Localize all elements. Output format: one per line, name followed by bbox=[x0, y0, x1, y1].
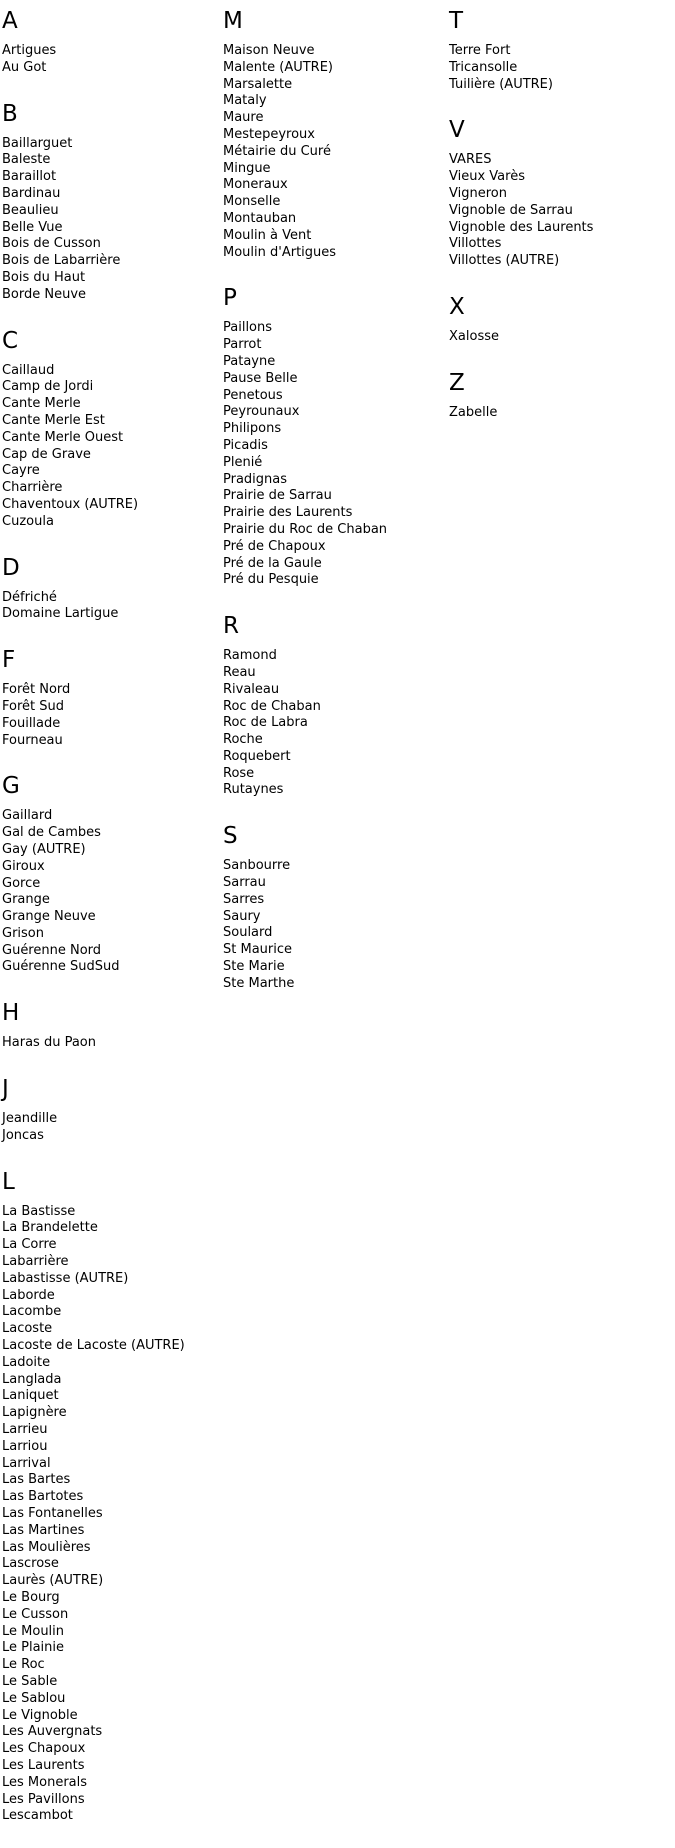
place-name: Reau bbox=[223, 664, 256, 680]
place-name: Baraillot bbox=[2, 169, 57, 185]
place-name: Lapignère bbox=[2, 1405, 67, 1421]
place-name: Le Cusson bbox=[2, 1606, 69, 1622]
letter-heading: S bbox=[223, 823, 238, 850]
place-name: Larriou bbox=[2, 1438, 48, 1454]
place-name: Las Martines bbox=[2, 1522, 85, 1538]
letter-heading: B bbox=[2, 100, 18, 127]
place-name: Terre Fort bbox=[449, 43, 511, 58]
place-name: Moneraux bbox=[223, 177, 288, 193]
place-name: Larrieu bbox=[2, 1422, 48, 1438]
place-name: Lacoste de Lacoste (AUTRE) bbox=[2, 1338, 185, 1354]
letter-section-F bbox=[2, 646, 223, 749]
place-name: Sarrau bbox=[223, 875, 266, 891]
place-name: Tricansolle bbox=[449, 59, 518, 75]
letter-section-P bbox=[223, 284, 449, 589]
place-name: Les Monerals bbox=[2, 1774, 88, 1790]
place-name: Gorce bbox=[2, 875, 41, 891]
place-name: Chaventoux (AUTRE) bbox=[2, 496, 139, 512]
place-list bbox=[2, 682, 223, 749]
place-name: Vignoble des Laurents bbox=[449, 219, 594, 235]
place-name: Les Pavillons bbox=[2, 1791, 85, 1807]
place-name: Le Bourg bbox=[2, 1590, 60, 1605]
place-name: Villottes bbox=[449, 236, 502, 252]
place-name: Le Moulin bbox=[2, 1623, 65, 1639]
place-name: Forêt Sud bbox=[2, 698, 64, 714]
place-name: Roche bbox=[223, 732, 263, 748]
place-name: Ste Marie bbox=[223, 959, 285, 975]
place-name: Plenié bbox=[223, 454, 263, 470]
index-column-1 bbox=[2, 7, 223, 1848]
place-name: Guérenne Nord bbox=[2, 942, 102, 958]
letter-heading: P bbox=[223, 285, 237, 312]
letter-heading: M bbox=[223, 8, 243, 34]
letter-heading: D bbox=[2, 554, 20, 581]
letter-section-G bbox=[2, 772, 223, 976]
place-name: Maison Neuve bbox=[223, 43, 315, 58]
letter-section-S bbox=[223, 822, 449, 992]
letter-heading: H bbox=[2, 1000, 20, 1027]
letter-heading: C bbox=[2, 327, 19, 354]
letter-heading: J bbox=[2, 1076, 9, 1103]
place-name: Prairie du Roc de Chaban bbox=[223, 521, 388, 537]
place-name: La Brandelette bbox=[2, 1220, 98, 1236]
place-name: Mingue bbox=[223, 160, 271, 176]
letter-section-D bbox=[2, 554, 223, 624]
place-name: Laurès (AUTRE) bbox=[2, 1573, 104, 1589]
place-name: Guérenne SudSud bbox=[2, 959, 120, 975]
place-name: St Maurice bbox=[223, 942, 293, 958]
place-name: Pause Belle bbox=[223, 370, 298, 386]
place-name: Les Auvergnats bbox=[2, 1724, 103, 1740]
letter-section-X bbox=[449, 293, 675, 346]
place-name: Lacombe bbox=[2, 1304, 62, 1320]
place-name: Roquebert bbox=[223, 748, 291, 764]
place-name: Fourneau bbox=[2, 732, 63, 748]
place-name: Prairie des Laurents bbox=[223, 505, 353, 521]
place-name: Laborde bbox=[2, 1287, 55, 1303]
place-name: Labastisse (AUTRE) bbox=[2, 1270, 129, 1286]
place-list bbox=[223, 858, 449, 992]
place-name: Vigneron bbox=[449, 185, 507, 201]
index-column-2 bbox=[223, 7, 449, 1016]
place-list bbox=[2, 363, 223, 531]
place-name: Soulard bbox=[223, 925, 273, 941]
place-name: Giroux bbox=[2, 858, 45, 874]
place-name: Ramond bbox=[223, 648, 277, 664]
place-name: Parrot bbox=[223, 337, 262, 353]
place-name: Grange Neuve bbox=[2, 909, 96, 925]
place-list bbox=[223, 43, 449, 261]
place-name: Ste Marthe bbox=[223, 975, 295, 991]
place-name: Le Sable bbox=[2, 1673, 58, 1689]
place-name: Las Moulières bbox=[2, 1539, 91, 1555]
place-list bbox=[2, 808, 223, 976]
place-name: Pré du Pesquie bbox=[223, 572, 319, 588]
place-name: Peyrounaux bbox=[223, 404, 300, 420]
place-name: Penetous bbox=[223, 387, 283, 403]
place-name: Patayne bbox=[223, 353, 276, 369]
letter-heading: G bbox=[2, 773, 20, 800]
place-name: Charrière bbox=[2, 480, 63, 496]
letter-section-T bbox=[449, 7, 675, 93]
place-name: Moulin à Vent bbox=[223, 227, 312, 243]
place-name: Villottes (AUTRE) bbox=[449, 253, 560, 269]
place-name: Pré de la Gaule bbox=[223, 555, 322, 571]
place-name: Xalosse bbox=[449, 328, 499, 344]
place-list bbox=[449, 405, 675, 422]
place-name: Montauban bbox=[223, 210, 297, 226]
place-name: Sarres bbox=[223, 891, 265, 907]
place-name: Las Bartotes bbox=[2, 1489, 84, 1505]
place-name: Zabelle bbox=[449, 404, 498, 420]
place-name: Forêt Nord bbox=[2, 682, 71, 698]
place-name: Ladoite bbox=[2, 1354, 51, 1370]
place-name: Sanbourre bbox=[223, 858, 291, 874]
place-name: Langlada bbox=[2, 1371, 62, 1387]
place-name: Paillons bbox=[223, 320, 273, 336]
place-name: Grison bbox=[2, 925, 44, 941]
place-name: Labarrière bbox=[2, 1254, 69, 1270]
place-name: Artigues bbox=[2, 43, 57, 58]
place-list bbox=[449, 329, 675, 346]
place-name: Bois du Haut bbox=[2, 269, 86, 285]
letter-heading: V bbox=[449, 117, 465, 144]
place-name: Gay (AUTRE) bbox=[2, 841, 86, 857]
place-name: Moulin d'Artigues bbox=[223, 244, 337, 260]
place-name: Le Sablou bbox=[2, 1690, 66, 1706]
place-list bbox=[2, 136, 223, 304]
place-name: Le Roc bbox=[2, 1657, 45, 1673]
place-name: Vignoble de Sarrau bbox=[449, 202, 573, 218]
place-name: Saury bbox=[223, 908, 261, 924]
place-name: Roc de Chaban bbox=[223, 698, 321, 714]
place-name: Fouillade bbox=[2, 715, 61, 731]
place-name: Cante Merle bbox=[2, 396, 81, 412]
place-name: Cap de Grave bbox=[2, 446, 91, 462]
place-list bbox=[2, 1111, 223, 1145]
place-name: Malente (AUTRE) bbox=[223, 59, 333, 75]
place-name: Prairie de Sarrau bbox=[223, 488, 332, 504]
letter-section-R bbox=[223, 612, 449, 799]
place-name: Beaulieu bbox=[2, 202, 59, 218]
place-name: Caillaud bbox=[2, 362, 55, 378]
place-name: Bardinau bbox=[2, 185, 61, 201]
place-name: Défriché bbox=[2, 589, 57, 605]
place-name: Métairie du Curé bbox=[223, 143, 331, 159]
place-name: VARES bbox=[449, 152, 492, 168]
index-column-3 bbox=[449, 7, 675, 445]
letter-section-J bbox=[2, 1075, 223, 1145]
place-name: Rose bbox=[223, 765, 255, 781]
letter-heading: X bbox=[449, 293, 465, 320]
place-name: Las Bartes bbox=[2, 1472, 71, 1488]
place-name: Camp de Jordi bbox=[2, 379, 94, 395]
letter-heading: Z bbox=[449, 369, 465, 396]
place-name: Bois de Cusson bbox=[2, 236, 101, 252]
place-name: Pradignas bbox=[223, 471, 288, 487]
place-name: Le Plainie bbox=[2, 1640, 65, 1656]
place-list bbox=[2, 590, 223, 624]
place-name: La Corre bbox=[2, 1237, 57, 1253]
letter-section-Z bbox=[449, 369, 675, 422]
place-name: Cuzoula bbox=[2, 513, 54, 529]
place-name: Baillarguet bbox=[2, 135, 73, 151]
letter-section-A bbox=[2, 7, 223, 77]
place-name: Roc de Labra bbox=[223, 715, 308, 731]
letter-section-C bbox=[2, 327, 223, 531]
place-name: Lacoste bbox=[2, 1321, 53, 1337]
place-name: Joncas bbox=[2, 1127, 44, 1143]
place-name: Monselle bbox=[223, 194, 281, 210]
place-list bbox=[2, 43, 223, 77]
place-name: Domaine Lartigue bbox=[2, 606, 119, 622]
place-name: Belle Vue bbox=[2, 219, 63, 235]
place-list bbox=[449, 43, 675, 93]
place-list bbox=[223, 648, 449, 799]
place-name: Marsalette bbox=[223, 76, 293, 92]
letter-heading: L bbox=[2, 1168, 15, 1195]
place-name: Bois de Labarrière bbox=[2, 253, 121, 269]
place-name: Laniquet bbox=[2, 1388, 59, 1404]
place-name: Cayre bbox=[2, 463, 40, 479]
place-name: La Bastisse bbox=[2, 1203, 76, 1219]
place-name: Baleste bbox=[2, 152, 51, 168]
letter-heading: A bbox=[2, 8, 18, 34]
place-name: Lescambot bbox=[2, 1808, 73, 1824]
place-name: Gaillard bbox=[2, 808, 53, 824]
place-name: Gal de Cambes bbox=[2, 825, 101, 841]
place-name: Grange bbox=[2, 892, 50, 908]
place-name: Lascrose bbox=[2, 1556, 59, 1572]
place-name: Vieux Varès bbox=[449, 169, 525, 185]
place-name: Le Vignoble bbox=[2, 1707, 78, 1723]
letter-section-L bbox=[2, 1168, 223, 1825]
place-name: Maure bbox=[223, 110, 264, 126]
place-name: Rutaynes bbox=[223, 782, 284, 798]
place-name: Jeandille bbox=[2, 1111, 58, 1127]
place-name: Haras du Paon bbox=[2, 1035, 96, 1051]
place-name: Borde Neuve bbox=[2, 286, 87, 302]
place-name: Cante Merle Ouest bbox=[2, 429, 124, 445]
place-list bbox=[223, 320, 449, 589]
letter-heading: F bbox=[2, 647, 16, 674]
place-name: Pré de Chapoux bbox=[223, 538, 326, 554]
letter-heading: R bbox=[223, 613, 239, 640]
place-list bbox=[2, 1035, 223, 1052]
letter-section-H bbox=[2, 999, 223, 1052]
letter-heading: T bbox=[449, 8, 464, 34]
place-list bbox=[2, 1204, 223, 1825]
place-name: Tuilière (AUTRE) bbox=[449, 76, 553, 92]
place-name: Picadis bbox=[223, 437, 268, 453]
place-name: Mestepeyroux bbox=[223, 126, 315, 142]
place-name: Las Fontanelles bbox=[2, 1506, 103, 1522]
place-name: Philipons bbox=[223, 421, 282, 437]
letter-section-V bbox=[449, 116, 675, 270]
place-list bbox=[449, 152, 675, 270]
letter-section-B bbox=[2, 100, 223, 304]
place-name: Cante Merle Est bbox=[2, 412, 105, 428]
place-name: Mataly bbox=[223, 93, 267, 109]
place-name: Les Laurents bbox=[2, 1757, 85, 1773]
place-name: Les Chapoux bbox=[2, 1741, 86, 1757]
letter-section-M bbox=[223, 7, 449, 261]
place-name: Larrival bbox=[2, 1455, 51, 1471]
place-name: Au Got bbox=[2, 59, 47, 75]
place-name: Rivaleau bbox=[223, 681, 280, 697]
